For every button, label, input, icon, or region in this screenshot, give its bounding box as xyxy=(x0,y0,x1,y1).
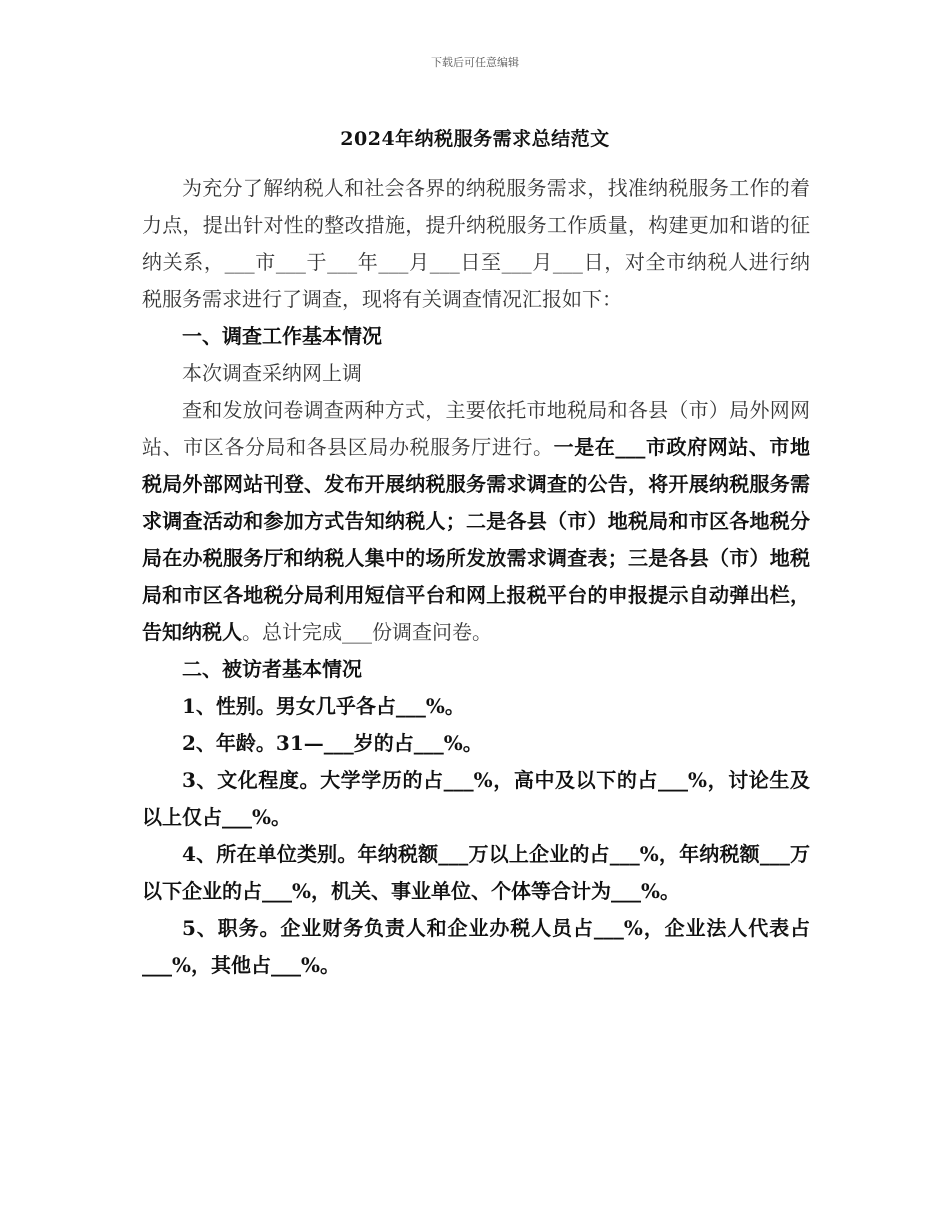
document-body xyxy=(142,170,810,984)
section-heading-2: 二、被访者基本情况 xyxy=(182,657,362,681)
respondent-item-unit-type: 4、所在单位类别。年纳税额___万以上企业的占___%，年纳税额___万以下企业的占___%，机关、事业单位、个体等合计为___%。 xyxy=(142,842,810,903)
survey-method-tail: 。总计完成___份调查问卷。 xyxy=(242,620,492,644)
respondent-item-age: 2、年龄。31—___岁的占___%。 xyxy=(182,731,483,755)
respondent-item-gender: 1、性别。男女几乎各占___%。 xyxy=(182,694,465,718)
survey-method-plain: 查和发放问卷调查两种方式，主要依托市地税局和各县（市）局外网网站、市区各分局和各县区局办税服务厅进行。 xyxy=(142,398,810,459)
section-heading-1: 一、调查工作基本情况 xyxy=(182,324,382,348)
intro-paragraph: 为充分了解纳税人和社会各界的纳税服务需求，找准纳税服务工作的着力点，提出针对性的整改措施，提升纳税服务工作质量，构建更加和谐的征纳关系，___市___于___年___月___日至___月___日，对全市纳税人进行纳税服务需求进行了调查，现将有关调查情况汇报如下： xyxy=(142,176,810,311)
respondent-item-education: 3、文化程度。大学学历的占___%，高中及以下的占___%，讨论生及以上仅占___%。 xyxy=(142,768,810,829)
document-title: 2024年纳税服务需求总结范文 xyxy=(340,128,610,150)
survey-method-line: 本次调查采纳网上调 xyxy=(182,361,362,385)
survey-method-bold: 一是在___市政府网站、市地税局外部网站刊登、发布开展纳税服务需求调查的公告，将开展纳税服务需求调查活动和参加方式告知纳税人；二是各县（市）地税局和市区各地税分局在办税服务厅和纳税人集中的场所发放需求调查表；三是各县（市）地税局和市区各地税分局利用短信平台和网上报税平台的申报提示自动弹出栏，告知纳税人 xyxy=(142,435,811,644)
survey-method-paragraph xyxy=(142,392,810,651)
respondent-item-position: 5、职务。企业财务负责人和企业办税人员占___%，企业法人代表占___%，其他占___%。 xyxy=(142,916,810,977)
page-header-note: 下载后可任意编辑 xyxy=(431,56,519,69)
